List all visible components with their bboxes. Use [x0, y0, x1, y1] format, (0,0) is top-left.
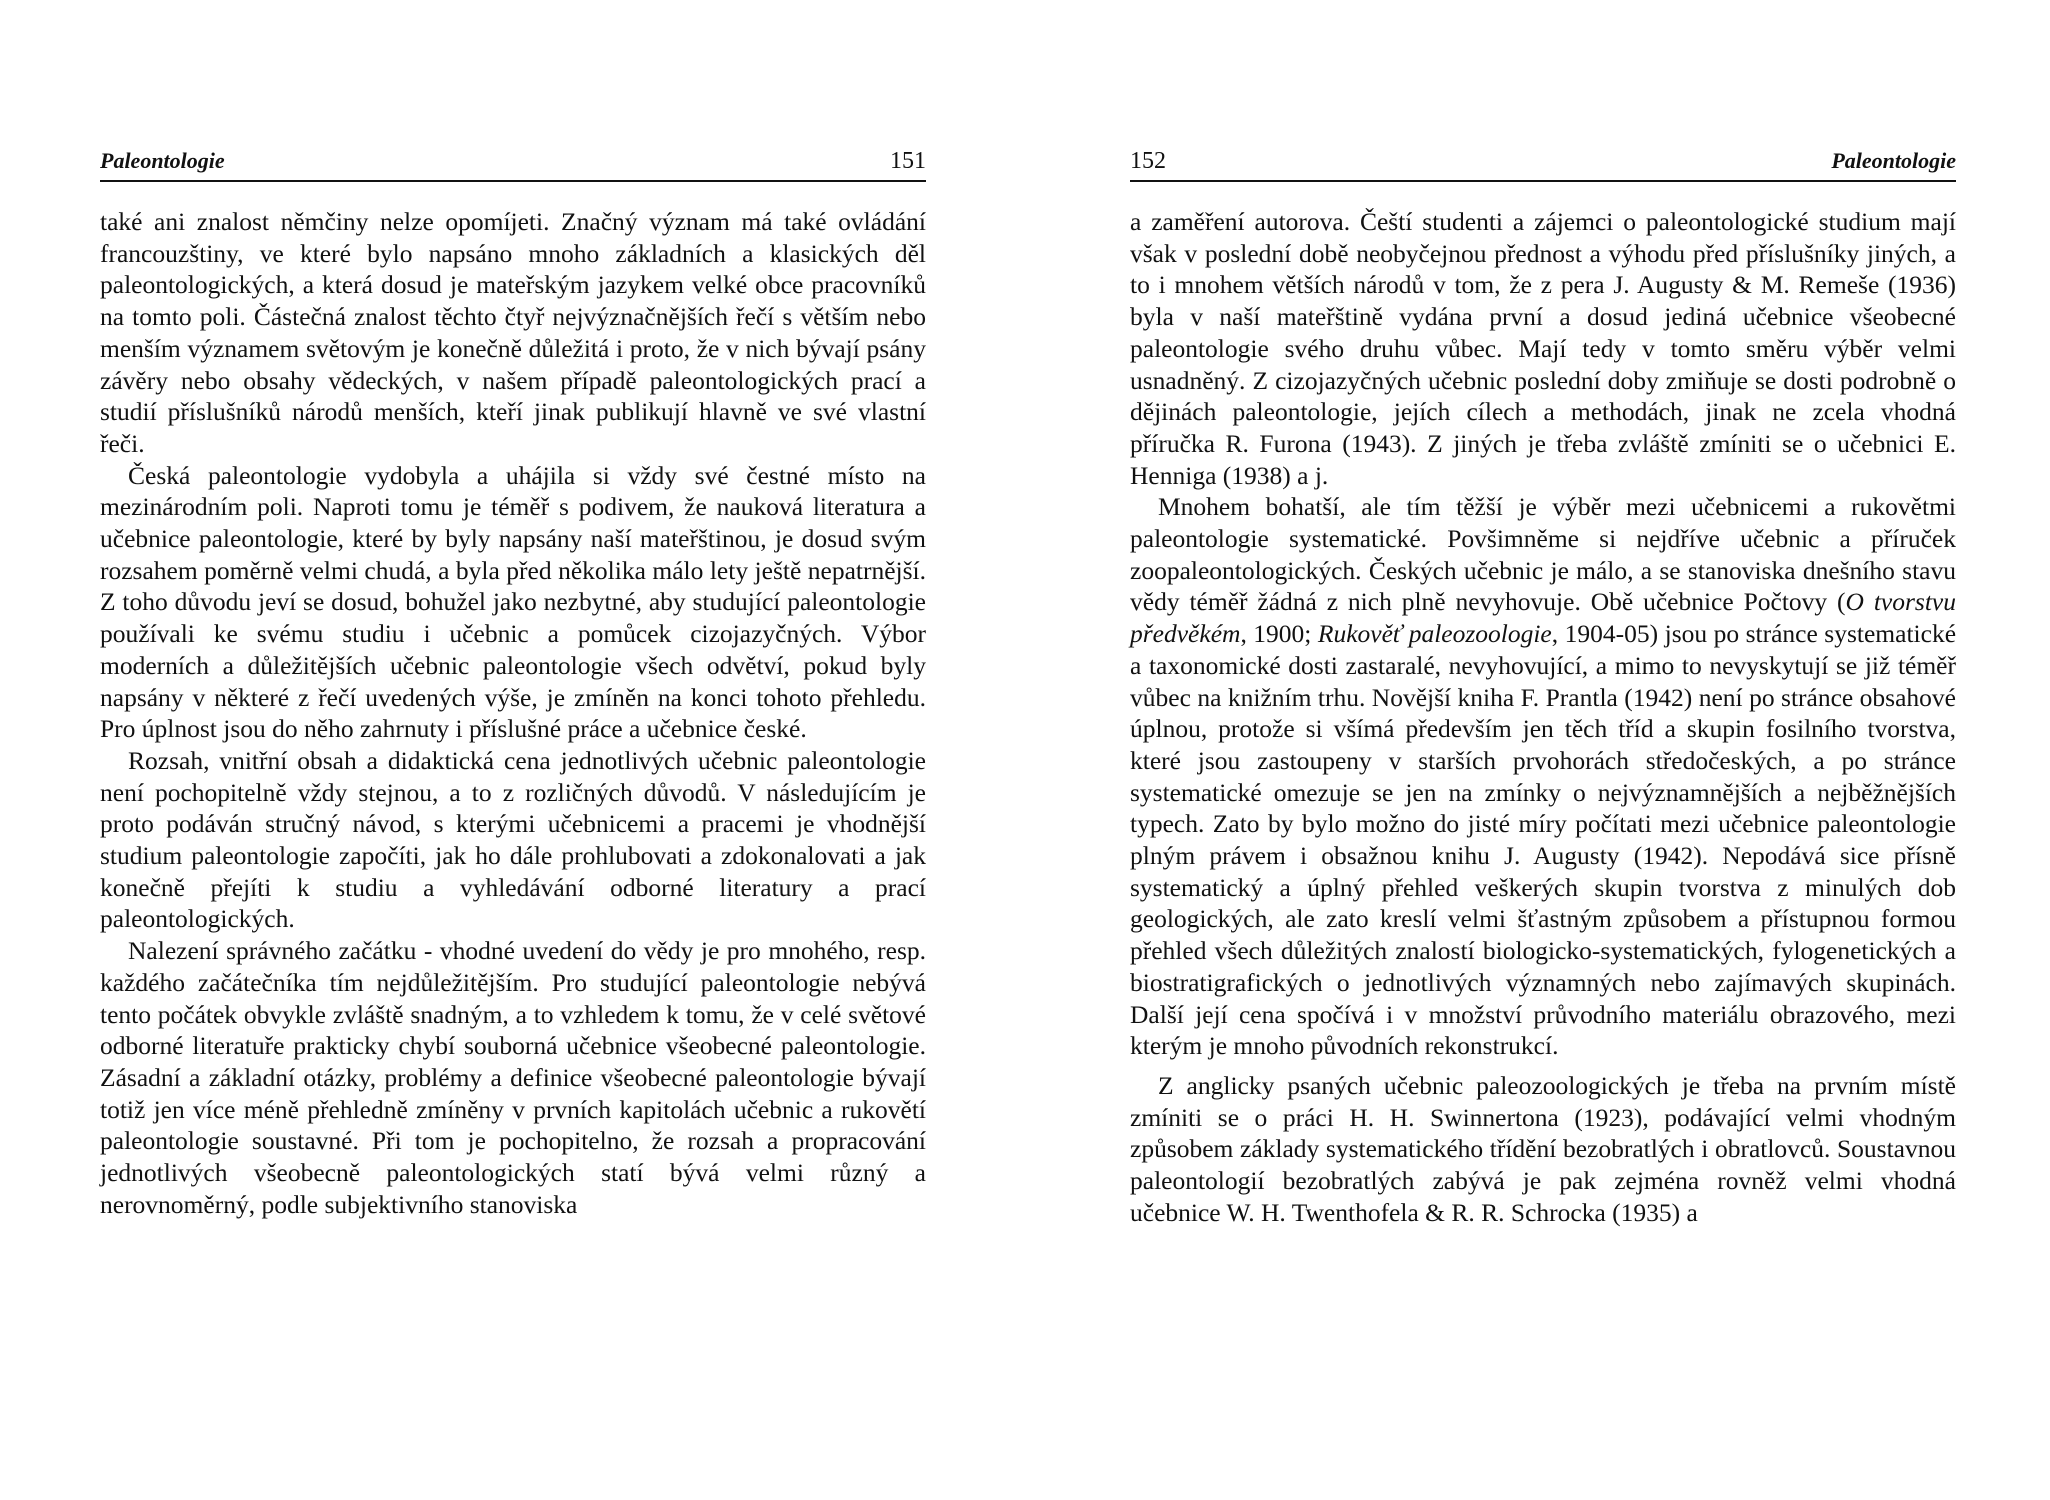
- right-paragraph-2-text-c: , 1904-05) jsou po stránce systematické a taxonomické dosti zastaralé, nevyhovující, a mimo to nevyskytují se již téměř vůbec na knižním trhu. Novější kniha F. Prantla (1942) není po stránce obsahové úplnou, protože si všímá především jen těch tříd a skupin fosilního tvorstva, které jsou zastoupeny v starších prvohorách středočeských, a po stránce systematické omezuje se jen na zmínky o nejvýznamnějších a nejběžnějších typech. Zato by bylo možno do jisté míry počítati mezi učebnice paleontologie plným právem i obsažnou knihu J. Augusty (1942). Nepodává sice přísně systematický a úplný přehled veškerých skupin tvorstva z minulých dob geologických, ale zato kreslí velmi šťastným způsobem a přístupnou formou přehled všech důležitých znalostí biologicko-systematických, fylogenetických a biostratigrafických o jednotlivých významných nebo zajímavých skupinách. Další její cena spočívá i v množství průvodního materiálu obrazového, mezi kterým je mnoho původních rekonstrukcí.: [1130, 619, 1957, 1061]
- right-paragraph-3: [1130, 1070, 1956, 1229]
- right-paragraph-2-title-italic-1: O tvorstvu předvěkém: [1130, 587, 1956, 649]
- right-paragraph-2-text-b: , 1900;: [1240, 619, 1318, 649]
- right-paragraph-1-text: a zaměření autorova. Čeští studenti a zájemci o paleontologické studium mají však v poslední době neobyčejnou přednost a výhodu před příslušníky jiných, a to i mnohem větších národů v tom, že z pera J. Augusty & M. Remeše (1936) byla v naší mateřštině vydána první a dosud jediná učebnice všeobecné paleontologie svého druhu vůbec. Mají tedy v tomto směru výběr velmi usnadněný. Z cizojazyčných učebnic poslední doby zmiňuje se dosti podrobně o dějinách paleontologie, jejích cílech a methodách, jinak ne zcela vhodná příručka R. Furona (1943). Z jiných je třeba zvláště zmíniti se o učebnici E. Henniga (1938) a j.: [1130, 207, 1956, 490]
- left-page: [100, 148, 926, 1221]
- left-paragraph-4: Nalezení správného začátku - vhodné uvedení do vědy je pro mnohého, resp. každého začátečníka tím nejdůležitějším. Pro studující paleontologie nebývá tento počátek obvykle zvláště snadným, a to vzhledem k tomu, že v celé světové odborné literatuře prakticky chybí souborná učebnice všeobecné paleontologie. Zásadní a základní otázky, problémy a definice všeobecné paleontologie bývají totiž jen více méně přehledně zmíněny v prvních kapitolách učebnic a rukovětí paleontologie soustavné. Při tom je pochopitelno, že rozsah a propracování jednotlivých všeobecně paleontologických statí bývá velmi různý a nerovnoměrný, podle subjektivního stanoviska: [100, 936, 926, 1219]
- left-running-title: Paleontologie: [100, 148, 225, 173]
- right-page-number: 152: [1130, 148, 1166, 174]
- right-paragraph-3-text: Z anglicky psaných učebnic paleozoologických je třeba na prvním místě zmíniti se o práci H. H. Swinnertona (1923), podávající velmi vhodným způsobem základy systematického třídění bezobratlých i obratlovců. Soustavnou paleontologií bezobratlých zabývá je pak zejména rovněž velmi vhodná učebnice W. H. Twenthofela & R. R. Schrocka (1935) a: [1130, 1070, 1956, 1227]
- left-paragraph-2: Česká paleontologie vydobyla a uhájila si vždy své čestné místo na mezinárodním poli. Naproti tomu je téměř s podivem, že nauková literatura a učebnice paleontologie, které by byly napsány naší mateřštinou, je dosud svým rozsahem poměrně velmi chudá, a byla před několika málo lety ještě nepatrnější. Z toho důvodu jeví se dosud, bohužel jako nezbytné, aby studující paleontologie používali ke svému studiu i učebnic a pomůcek cizojazyčných. Výbor moderních a důležitějších učebnic paleontologie všech odvětví, pokud byly napsány v některé z řečí uvedených výše, je zmíněn na konci tohoto přehledu. Pro úplnost jsou do něho zahrnuty i příslušné práce a učebnice české.: [100, 460, 926, 744]
- left-page-number: 151: [890, 148, 926, 174]
- right-paragraph-2-title-italic-2: Rukověť paleozoologie: [1317, 619, 1552, 649]
- right-paragraph-2-text-a: Mnohem bohatší, ale tím těžší je výběr mezi učebnicemi a rukovětmi paleontologie systematické. Povšimněme si nejdříve učebnic a příruček zoopaleontologických. Českých učebnic je málo, a se stanoviska dnešního stavu vědy téměř žádná z nich plně nevyhovuje. Obě učebnice Počtovy (: [1130, 492, 1956, 617]
- right-paragraph-2: [1130, 491, 1956, 1062]
- right-paragraph-1: [1130, 206, 1956, 491]
- right-running-head: [1130, 148, 1956, 182]
- right-running-title: Paleontologie: [1831, 148, 1956, 173]
- left-paragraph-3: Rozsah, vnitřní obsah a didaktická cena jednotlivých učebnic paleontologie není pochopitelně vždy stejnou, a to z rozličných důvodů. V následujícím je proto podáván stručný návod, s kterými učebnicemi a pracemi je vhodnější studium paleontologie započíti, jak ho dále prohlubovati a zdokonalovati a jak konečně přejíti k studiu a vyhledávání odborné literatury a prací paleontologických.: [100, 745, 926, 934]
- left-running-head: [100, 148, 926, 182]
- left-body-text: [100, 206, 926, 1221]
- left-paragraph-1: také ani znalost němčiny nelze opomíjeti. Značný význam má také ovládání francouzštiny, ve které bylo napsáno mnoho základních a klasických děl paleontologických, a která dosud je mateřským jazykem velké obce pracovníků na tomto poli. Částečná znalost těchto čtyř nejvýznačnějších řečí s větším nebo menším významem světovým je konečně důležitá i proto, že v nich bývají psány závěry nebo obsahy vědeckých, v našem případě paleontologických prací a studií příslušníků národů menších, kteří jinak publikují hlavně ve své vlastní řeči.: [100, 207, 926, 458]
- right-body-text: [1130, 206, 1956, 1229]
- right-page: [1130, 148, 1956, 1229]
